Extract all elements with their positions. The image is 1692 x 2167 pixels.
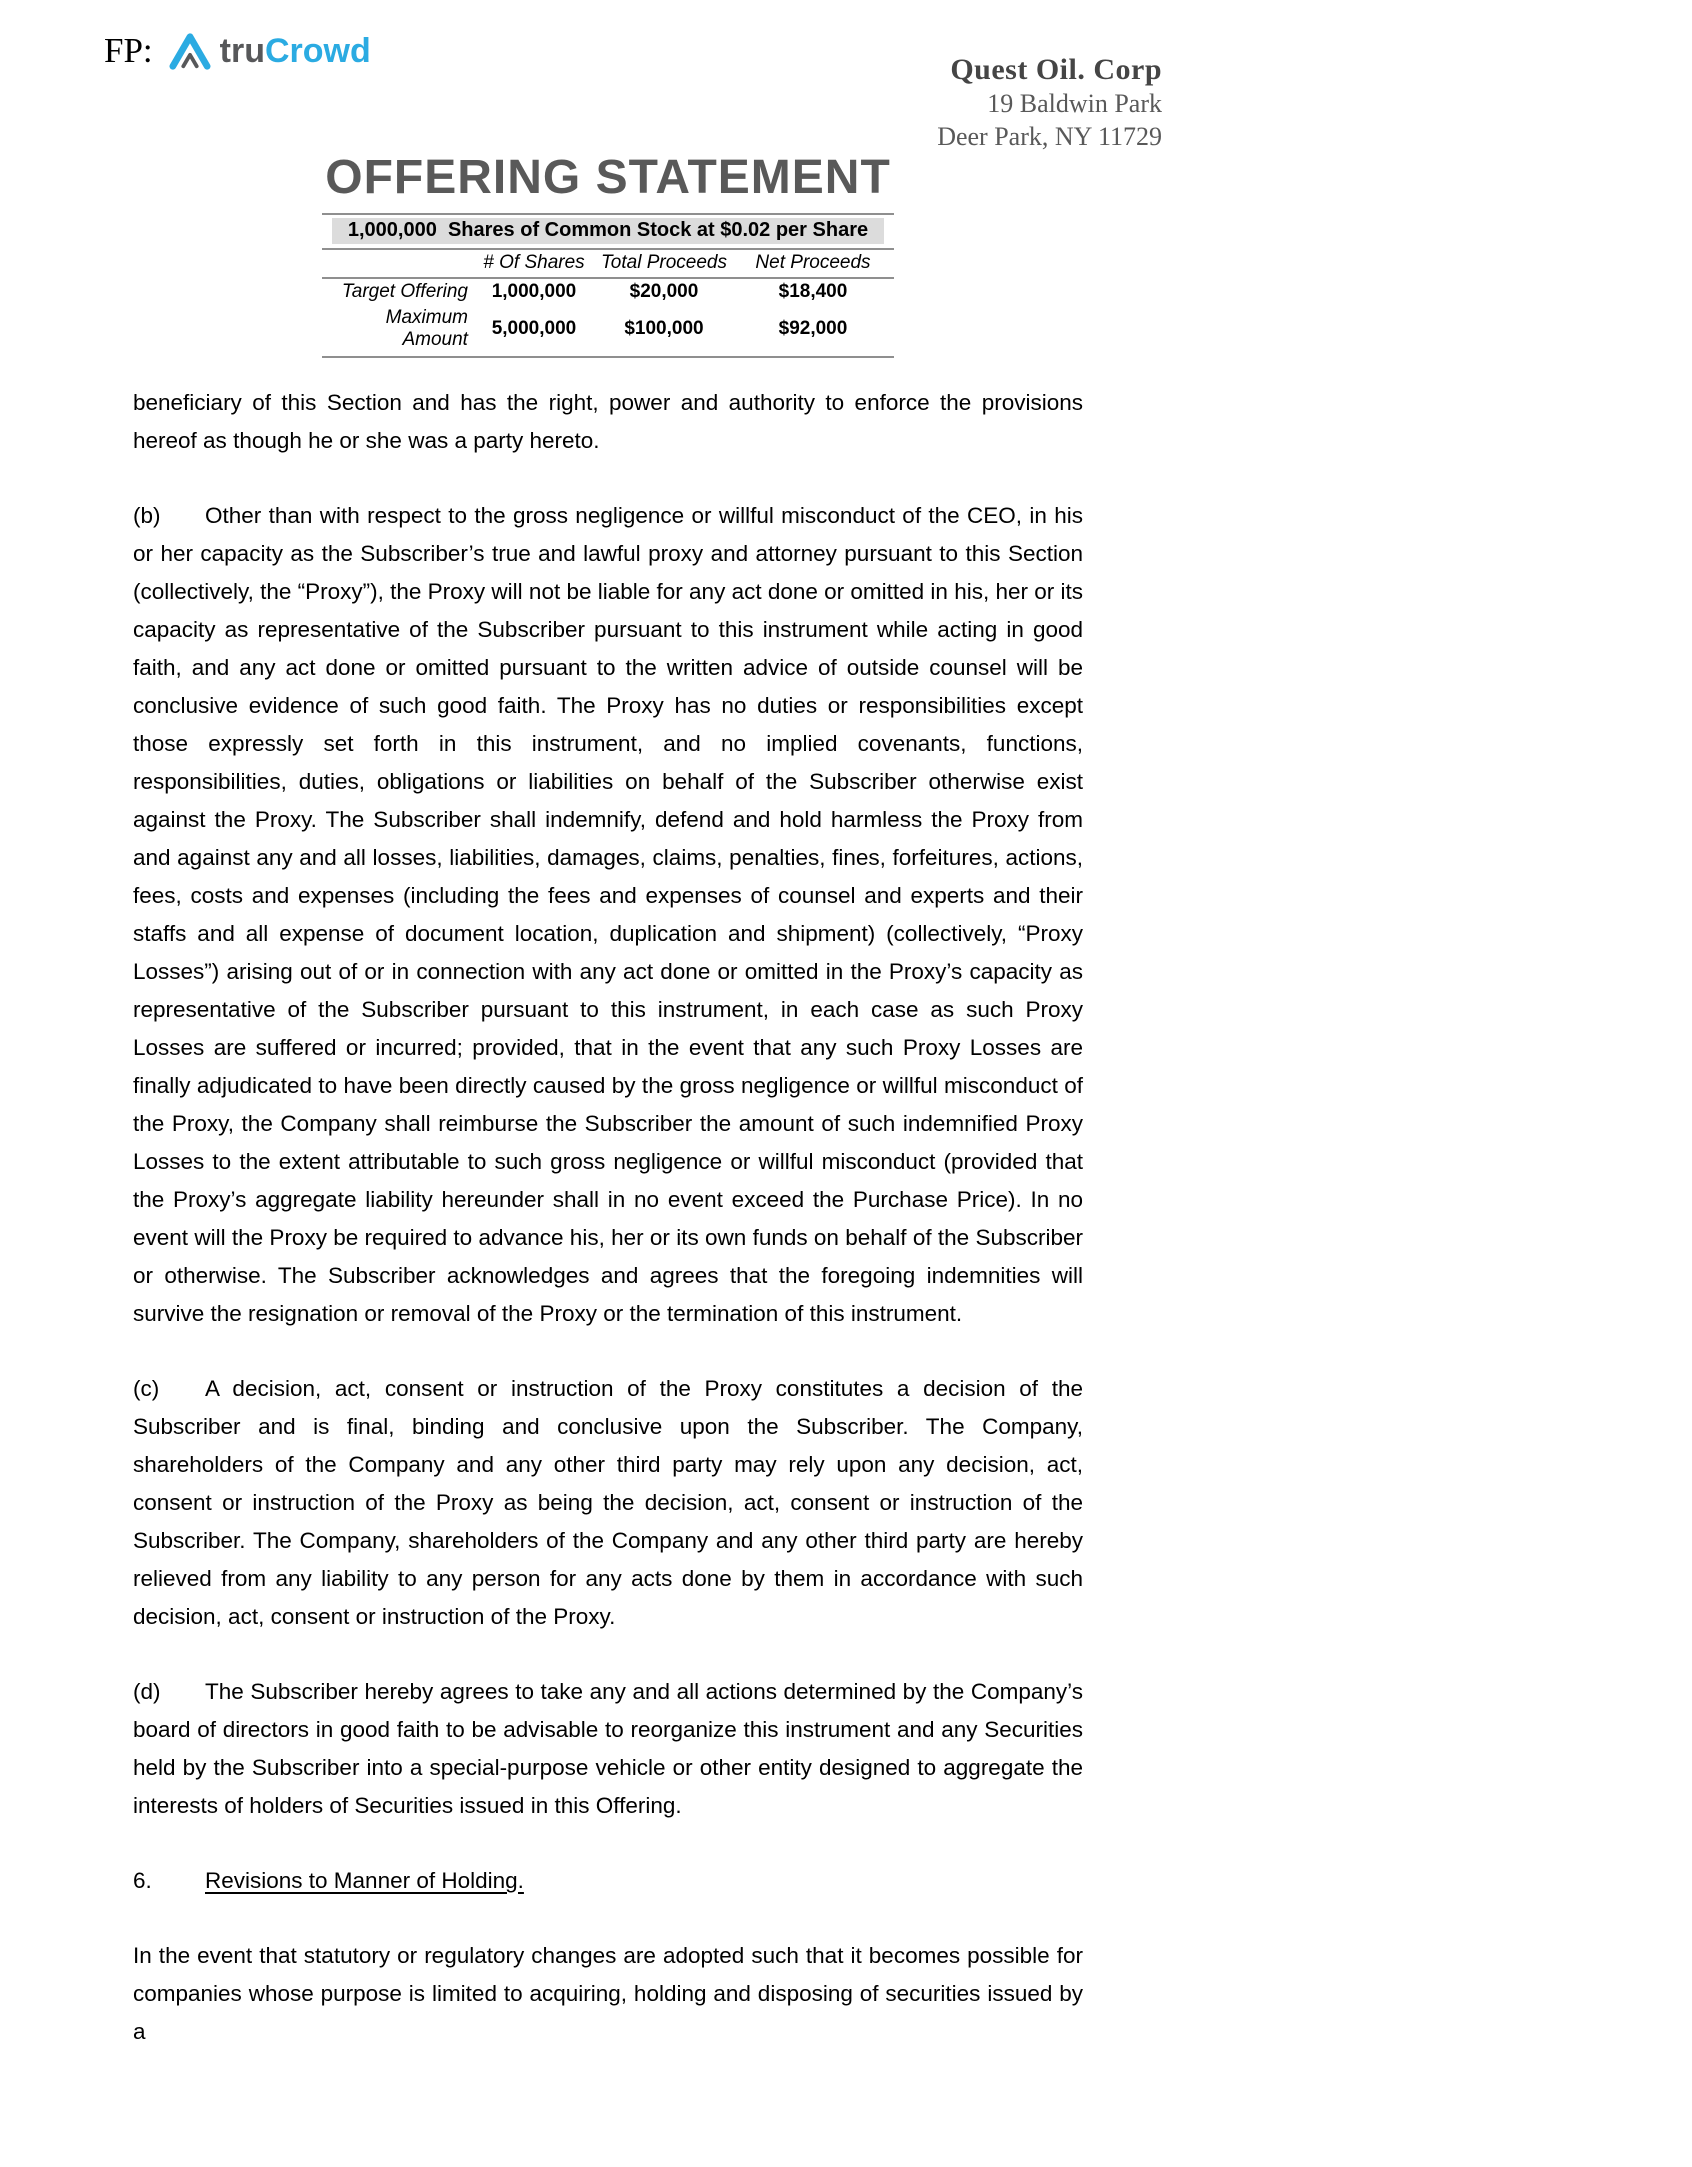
offering-row-target xyxy=(322,278,894,305)
target-total-proceeds: $20,000 xyxy=(629,281,699,302)
row-label-target: Target Offering xyxy=(341,281,468,302)
col-header-total: Total Proceeds xyxy=(596,249,732,278)
offering-table xyxy=(322,213,894,358)
logo-text-tru: tru xyxy=(219,31,265,70)
paragraph-closing: In the event that statutory or regulatory changes are adopted such that it becomes possible for companies whose purpose is limited to acquiring, holding and disposing of securities issued by a xyxy=(133,1943,1083,2044)
target-net-proceeds: $18,400 xyxy=(778,281,848,302)
maximum-total-proceeds: $100,000 xyxy=(596,305,732,357)
trucrowd-logo xyxy=(167,30,371,72)
trucrowd-logo-text xyxy=(220,32,371,71)
paragraph-c-label: (c) xyxy=(133,1376,160,1401)
paragraph-b-label: (b) xyxy=(133,503,161,528)
col-header-empty xyxy=(322,249,472,278)
header-platform xyxy=(104,30,371,72)
section-6-heading xyxy=(133,1862,1083,1900)
paragraph-d-label: (d) xyxy=(133,1679,161,1704)
offering-caption: 1,000,000 Shares of Common Stock at $0.02 per Share xyxy=(332,218,884,244)
offering-column-headers xyxy=(322,249,894,278)
col-header-shares: # Of Shares xyxy=(472,249,596,278)
company-info xyxy=(937,52,1162,153)
section-6-number: 6. xyxy=(133,1868,152,1893)
logo-text-crowd: Crowd xyxy=(264,31,371,70)
company-name: Quest Oil. Corp xyxy=(950,53,1162,86)
company-address-line2: Deer Park, NY 11729 xyxy=(937,121,1162,151)
fp-label: FP: xyxy=(104,31,153,70)
paragraph-c xyxy=(133,1370,1083,1636)
paragraph-c-text: A decision, act, consent or instruction of the Proxy constitutes a decision of the Subscriber and is final, binding and conclusive upon the Subscriber. The Company, shareholders of the Company and any other third party may rely upon any decision, act, consent or instruction of the Proxy as being the decision, act, consent or instruction of the Subscriber. The Company, shareholders of the Company and any other third party are hereby relieved from any liability to any person for any acts done by them in accordance with such decision, act, consent or instruction of the Proxy. xyxy=(133,1376,1083,1629)
paragraph-d-text: The Subscriber hereby agrees to take any and all actions determined by the Company’s board of directors in good faith to be advisable to reorganize this instrument and any Securities held by the Subscriber into a special-purpose vehicle or other entity designed to aggregate the interests of holders of Securities issued in this Offering. xyxy=(133,1679,1083,1818)
offering-row-maximum xyxy=(322,305,894,357)
section-6-title: Revisions to Manner of Holding. xyxy=(205,1868,524,1893)
paragraph-b xyxy=(133,497,1083,1333)
maximum-net-proceeds: $92,000 xyxy=(732,305,894,357)
row-label-maximum: Maximum Amount xyxy=(322,305,472,357)
paragraph-d xyxy=(133,1673,1083,1825)
document-content xyxy=(133,150,1083,2051)
col-header-net: Net Proceeds xyxy=(732,249,894,278)
company-address-line1: 19 Baldwin Park xyxy=(987,89,1162,118)
target-shares: 1,000,000 xyxy=(491,281,577,302)
body-text xyxy=(133,384,1083,2051)
maximum-shares: 5,000,000 xyxy=(472,305,596,357)
offering-caption-row xyxy=(322,214,894,249)
paragraph-b-text: Other than with respect to the gross negligence or willful misconduct of the CEO, in his or her capacity as the Subscriber’s true and lawful proxy and attorney pursuant to this Section (collectively, the “Proxy”), the Proxy will not be liable for any act done or omitted in his, her or its capacity as representative of the Subscriber pursuant to this instrument while acting in good faith, and any act done or omitted pursuant to the written advice of outside counsel will be conclusive evidence of such good faith. The Proxy has no duties or responsibilities except those expressly set forth in this instrument, and no implied covenants, functions, responsibilities, duties, obligations or liabilities on behalf of the Subscriber otherwise exist against the Proxy. The Subscriber shall indemnify, defend and hold harmless the Proxy from and against any and all losses, liabilities, damages, claims, penalties, fines, forfeitures, actions, fees, costs and expenses (including the fees and expenses of counsel and experts and their staffs and all expense of document location, duplication and shipment) (collectively, “Proxy Losses”) arising out of or in connection with any act done or omitted in the Proxy’s capacity as representative of the Subscriber pursuant to this instrument, in each case as such Proxy Losses are suffered or incurred; provided, that in the event that any such Proxy Losses are finally adjudicated to have been directly caused by the gross negligence or willful misconduct of the Proxy, the Company shall reimburse the Subscriber the amount of such indemnified Proxy Losses to the extent attributable to such gross negligence or willful misconduct (provided that the Proxy’s aggregate liability hereunder shall in no event exceed the Purchase Price). In no event will the Proxy be required to advance his, her or its own funds on behalf of the Subscriber or otherwise. The Subscriber acknowledges and agrees that the foregoing indemnities will survive the resignation or removal of the Proxy or the termination of this instrument. xyxy=(133,503,1083,1326)
document-title: OFFERING STATEMENT xyxy=(325,151,891,204)
trucrowd-logo-icon xyxy=(167,30,213,72)
paragraph-continuation: beneficiary of this Section and has the right, power and authority to enforce the provisions hereof as though he or she was a party hereto. xyxy=(133,390,1083,453)
